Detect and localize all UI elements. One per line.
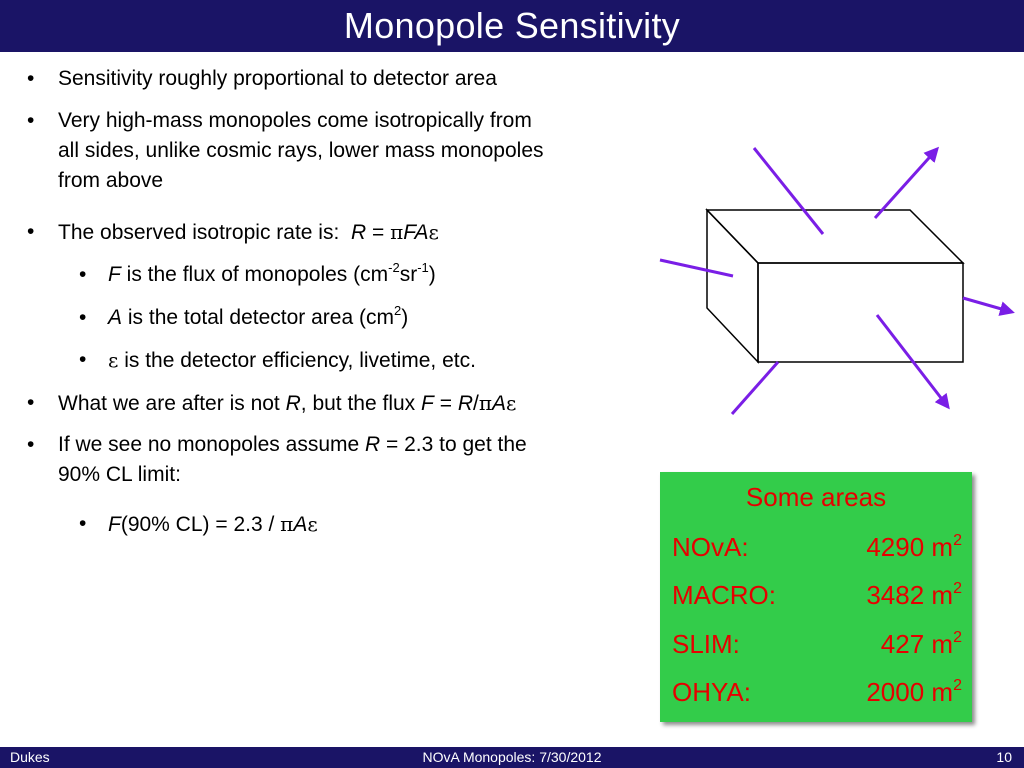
bullet-text-part: ) bbox=[401, 306, 409, 329]
var-R: R bbox=[457, 392, 473, 415]
footer-title: NOvA Monopoles: 7/30/2012 bbox=[422, 749, 602, 765]
outgoing-arrow-bottom-right bbox=[877, 315, 948, 407]
bullet-marker: • bbox=[27, 220, 35, 243]
area-value: 2000 $m^2$ bbox=[866, 677, 962, 707]
bullet-text-part: sr bbox=[399, 263, 418, 286]
epsilon-symbol: ε bbox=[307, 512, 318, 536]
bullet-line: 90% CL limit: bbox=[58, 463, 181, 486]
bullet-text bbox=[58, 217, 667, 248]
bullet-text-part: = 2.3 to get the bbox=[386, 433, 527, 456]
bullet-text bbox=[108, 303, 667, 333]
bullet-marker: • bbox=[27, 67, 35, 90]
bullet-marker: • bbox=[79, 263, 87, 286]
exponent: -2 bbox=[388, 260, 400, 275]
box-top-face bbox=[707, 210, 963, 263]
pi-symbol: π bbox=[280, 512, 294, 536]
bullet-line: all sides, unlike cosmic rays, lower mass monopoles bbox=[58, 139, 544, 162]
epsilon-symbol: ε bbox=[108, 348, 119, 372]
outgoing-arrow-right bbox=[963, 298, 1012, 312]
bullet-text-part: is the flux of monopoles (cm bbox=[126, 263, 389, 286]
incoming-arrow-bottom-left bbox=[732, 362, 778, 414]
slide-title: Monopole Sensitivity bbox=[343, 5, 681, 46]
bullet-marker: • bbox=[79, 348, 87, 371]
bullet-text-part: is the detector efficiency, livetime, etc. bbox=[124, 349, 476, 372]
equals-sign: = bbox=[439, 392, 452, 415]
detector-box bbox=[707, 210, 963, 362]
var-A: A bbox=[491, 392, 506, 415]
bullet-marker: • bbox=[27, 433, 35, 456]
bullet-marker: • bbox=[27, 109, 35, 132]
area-name: MACRO: bbox=[672, 580, 776, 610]
pi-symbol: π bbox=[478, 391, 492, 415]
bullet-line: Very high-mass monopoles come isotropically from bbox=[58, 109, 532, 132]
bullet-text bbox=[58, 388, 667, 419]
bullet-text-part: (90% CL) = 2.3 / bbox=[120, 513, 275, 536]
exponent: -1 bbox=[417, 260, 429, 275]
var-R: R bbox=[285, 392, 301, 415]
detector-box-diagram bbox=[650, 140, 1024, 430]
area-name: SLIM: bbox=[672, 629, 740, 659]
area-value: 3482 $m^2$ bbox=[866, 580, 962, 610]
bullet-text-part: If we see no monopoles assume bbox=[58, 433, 360, 456]
equals-sign: = bbox=[371, 221, 385, 244]
exponent: 2 bbox=[393, 303, 402, 318]
epsilon-symbol: ε bbox=[428, 220, 439, 244]
bullet-text bbox=[58, 106, 667, 196]
epsilon-symbol: ε bbox=[506, 391, 517, 415]
areas-table bbox=[660, 472, 972, 722]
incoming-arrow-top bbox=[754, 148, 823, 234]
bullet-marker: • bbox=[79, 512, 87, 535]
var-FA: FA bbox=[403, 221, 429, 244]
areas-header: Some areas bbox=[745, 482, 887, 512]
bullet-text-part: , but the flux bbox=[300, 392, 416, 415]
monopole-arrows bbox=[660, 148, 1012, 414]
bullet-line: from above bbox=[58, 169, 164, 192]
bullet-text-part: ) bbox=[428, 263, 436, 286]
page-number: 10 bbox=[996, 749, 1012, 765]
incoming-arrow-left bbox=[660, 260, 733, 276]
slash: / bbox=[472, 392, 479, 415]
var-A: A bbox=[293, 513, 308, 536]
var-F: F bbox=[108, 513, 121, 536]
var-F: F bbox=[108, 263, 121, 286]
box-front-face bbox=[758, 263, 963, 362]
area-value: 427 $m^2$ bbox=[880, 629, 962, 659]
bullet-marker: • bbox=[27, 391, 35, 414]
bullet-text bbox=[108, 260, 667, 290]
bullet-text bbox=[108, 509, 667, 540]
bullet-text-part: is the total detector area (cm bbox=[127, 306, 394, 329]
var-A: A bbox=[108, 306, 123, 329]
bullet-text-part: What we are after is not bbox=[58, 392, 280, 415]
bullet-text: Sensitivity roughly proportional to detector area bbox=[58, 67, 497, 90]
var-F: F bbox=[421, 392, 434, 415]
var-R: R bbox=[350, 221, 367, 244]
var-R: R bbox=[365, 433, 381, 456]
footer-bar bbox=[0, 747, 1024, 768]
outgoing-arrow-top bbox=[875, 149, 937, 218]
pi-symbol: π bbox=[390, 220, 404, 244]
title-bar bbox=[0, 0, 1024, 52]
bullet-text bbox=[58, 430, 667, 490]
footer-author: Dukes bbox=[10, 749, 50, 765]
box-side-face bbox=[707, 210, 758, 362]
bullet-text bbox=[108, 345, 667, 376]
area-value: 4290 $m^2$ bbox=[866, 532, 962, 562]
area-name: NOvA: bbox=[672, 532, 749, 562]
area-name: OHYA: bbox=[672, 677, 751, 707]
bullet-text-part: The observed isotropic rate is: bbox=[58, 221, 340, 244]
bullet-marker: • bbox=[79, 306, 87, 329]
